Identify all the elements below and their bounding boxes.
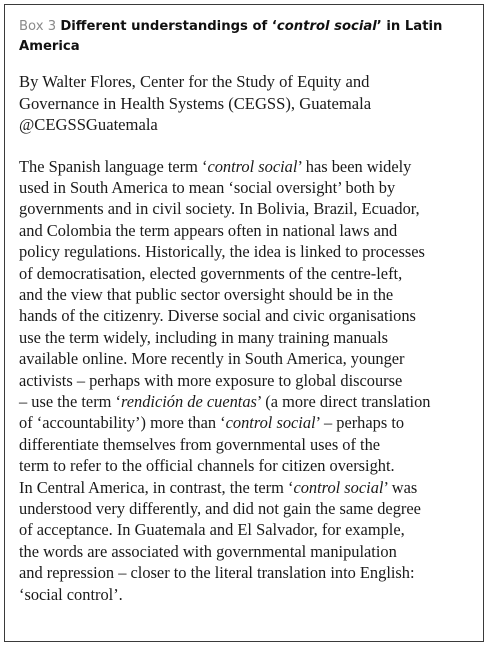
box-heading-part2: ’ in Latin [376,19,443,34]
byline-organisation: Governance in Health Systems (CEGSS), Guatemala [19,93,372,113]
body-line: available online. More recently in South America, younger [19,349,405,369]
body-line: the words are associated with governmental manipulation [19,541,397,561]
body-line: term to refer to the official channels for citizen oversight. [19,456,395,476]
box-heading-italic: control social [276,19,377,34]
body-line: of ‘accountability’) more than ‘control social’ – perhaps to [19,413,405,433]
body-line: understood very differently, and did not gain the same degree [19,499,421,518]
body-line: differentiate themselves from governmental uses of the [19,434,381,454]
body-line: of democratisation, elected governments of the centre-left, [19,263,403,283]
body-line: The Spanish language term ‘control social’ has been widely [19,156,412,176]
body-line: and the view that public sector oversight should be in the [19,284,394,304]
body-line: In Central America, in contrast, the term ‘control social’ was [19,477,418,497]
box-3-panel [4,4,484,642]
body-line: hands of the citizenry. Diverse social and civic organisations [19,306,416,326]
body-paragraph [19,156,469,606]
body-line: governments and in civil society. In Bolivia, Brazil, Ecuador, [19,199,420,219]
byline [19,71,469,136]
body-line: ‘social control’. [19,584,123,604]
body-line: and Colombia the term appears often in national laws and [19,220,398,240]
box-heading [19,19,442,54]
body-line: use the term widely, including in many training manuals [19,327,389,347]
body-line: activists – perhaps with more exposure to global discourse [19,370,403,390]
body-line: – use the term ‘rendición de cuentas’ (a more direct translation [19,391,431,411]
box-heading-line2: America [19,39,80,54]
body-line: policy regulations. Historically, the idea is linked to processes [19,242,425,262]
body-line: and repression – closer to the literal translation into English: [19,563,415,583]
box-heading-part1: Different understandings of ‘ [60,19,277,34]
body-line: of acceptance. In Guatemala and El Salvador, for example, [19,520,405,540]
body-line: used in South America to mean ‘social oversight’ both by [19,177,396,197]
byline-handle: @CEGSSGuatemala [19,115,158,134]
box-title [19,17,469,57]
box-label: Box 3 [19,19,57,34]
byline-author: By Walter Flores, Center for the Study of Equity and [19,72,370,91]
